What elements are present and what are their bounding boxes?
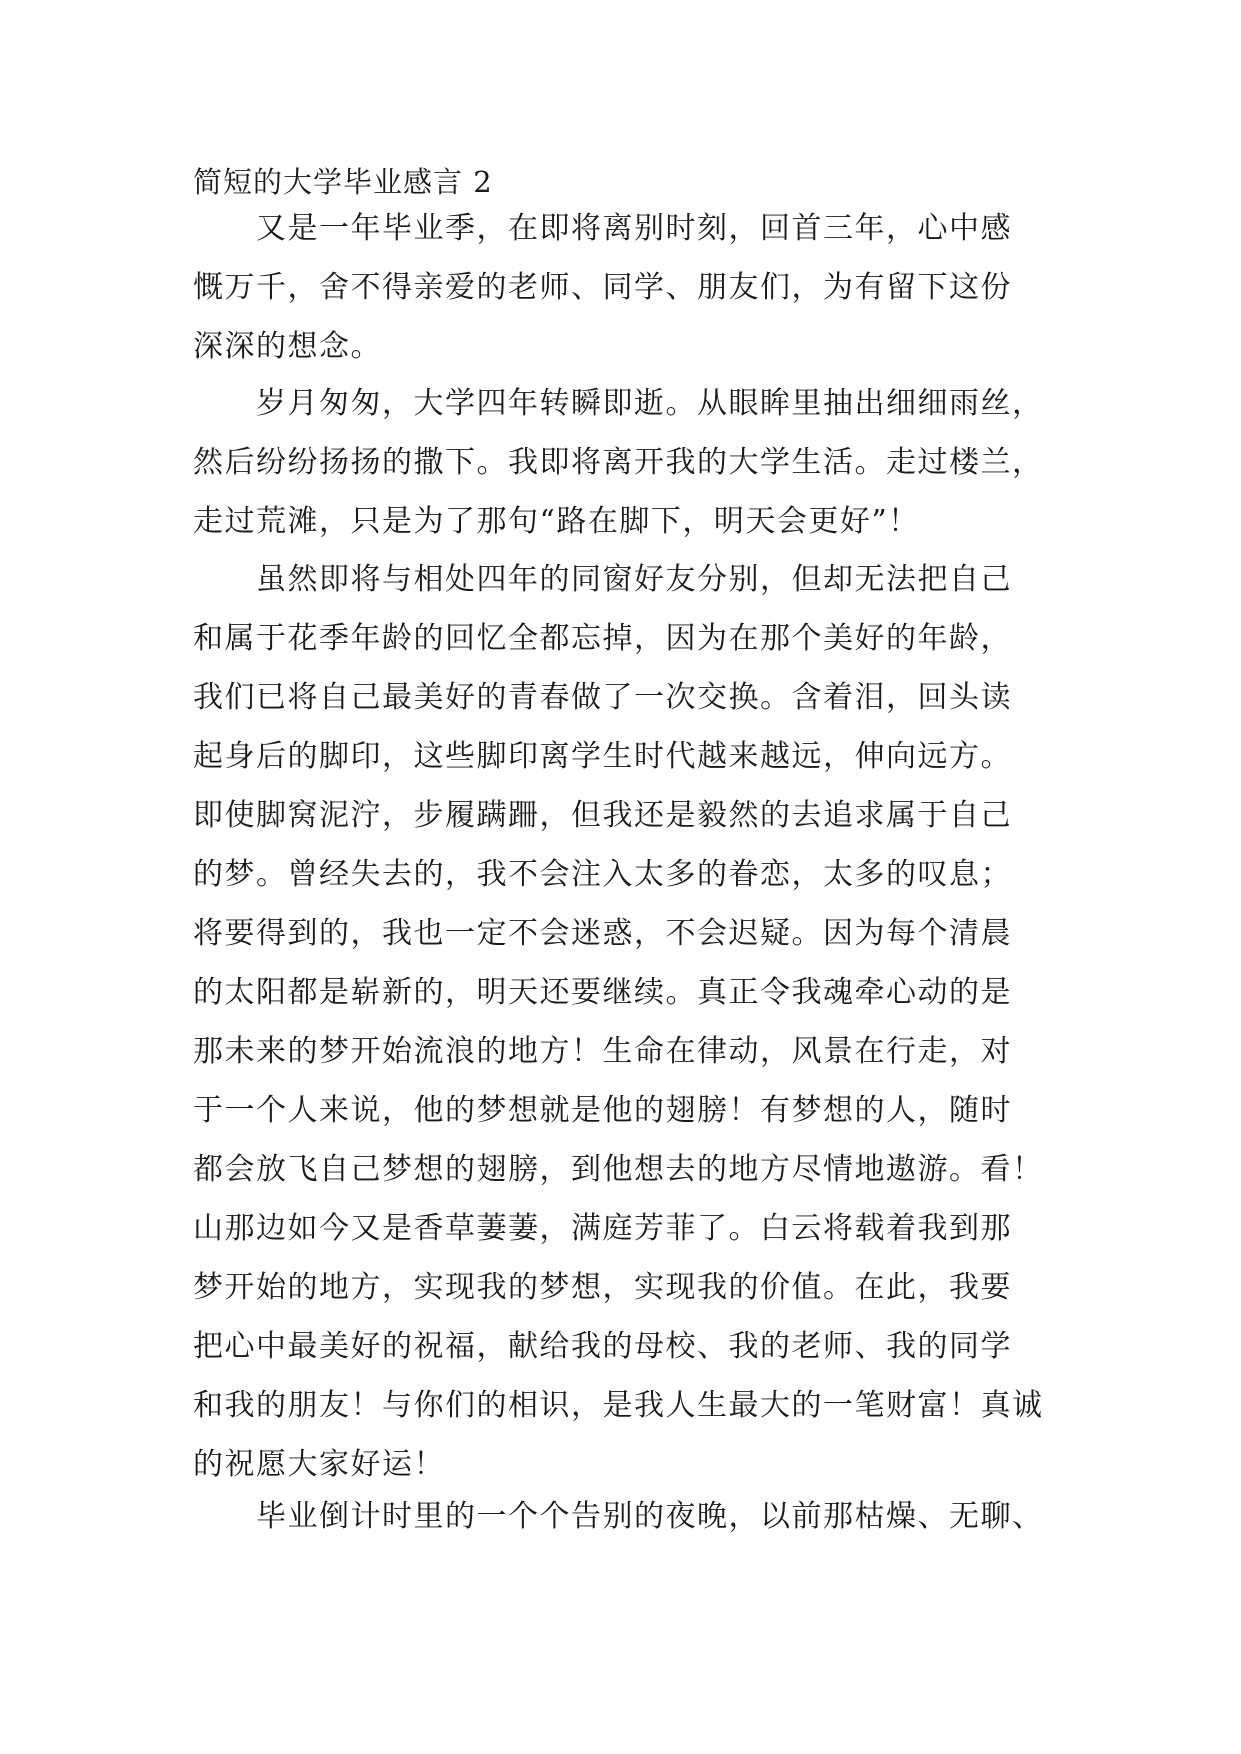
document-title: 简短的大学毕业感言 2: [193, 165, 493, 199]
paragraph-line: 虽然即将与相处四年的同窗好友分别，但却无法把自己: [256, 562, 1012, 597]
paragraph-line: 岁月匆匆，大学四年转瞬即逝。从眼眸里抽出细细雨丝，: [256, 386, 1044, 421]
paragraph-line: 慨万千，舍不得亲爱的老师、同学、朋友们，为有留下这份: [193, 270, 1012, 305]
paragraph-line: 深深的想念。: [193, 329, 382, 364]
paragraph-line: 起身后的脚印，这些脚印离学生时代越来越远，伸向远方。: [193, 739, 1012, 774]
paragraph-line: 我们已将自己最美好的青春做了一次交换。含着泪，回头读: [193, 680, 1012, 715]
paragraph-line: 于一个人来说，他的梦想就是他的翅膀！有梦想的人，随时: [193, 1093, 1012, 1128]
paragraph-line: 和我的朋友！与你们的相识，是我人生最大的一笔财富！真诚: [193, 1388, 1044, 1423]
paragraph-line: 都会放飞自己梦想的翅膀，到他想去的地方尽情地遨游。看！: [193, 1152, 1044, 1187]
paragraph-line: 把心中最美好的祝福，献给我的母校、我的老师、我的同学: [193, 1329, 1012, 1364]
paragraph-line: 毕业倒计时里的一个个告别的夜晚，以前那枯燥、无聊、: [256, 1499, 1044, 1534]
paragraph-line: 然后纷纷扬扬的撒下。我即将离开我的大学生活。走过楼兰，: [193, 445, 1044, 480]
paragraph-line: 山那边如今又是香草萋萋，满庭芳菲了。白云将载着我到那: [193, 1211, 1012, 1246]
paragraph-line: 和属于花季年龄的回忆全都忘掉，因为在那个美好的年龄，: [193, 621, 1012, 656]
paragraph-line: 那未来的梦开始流浪的地方！生命在律动，风景在行走，对: [193, 1034, 1012, 1069]
paragraph-line: 的太阳都是崭新的，明天还要继续。真正令我魂牵心动的是: [193, 975, 1012, 1010]
paragraph-line: 的梦。曾经失去的，我不会注入太多的眷恋，太多的叹息；: [193, 857, 1012, 892]
paragraph-line: 走过荒滩，只是为了那句“路在脚下，明天会更好”！: [193, 504, 920, 539]
paragraph-line: 梦开始的地方，实现我的梦想，实现我的价值。在此，我要: [193, 1270, 1012, 1305]
paragraph-line: 又是一年毕业季，在即将离别时刻，回首三年，心中感: [256, 211, 1012, 246]
paragraph-line: 将要得到的，我也一定不会迷惑，不会迟疑。因为每个清晨: [193, 916, 1012, 951]
paragraph-2: [193, 374, 1063, 551]
paragraph-1: [193, 199, 1063, 376]
paragraph-line: 的祝愿大家好运！: [193, 1447, 445, 1482]
paragraph-3: [193, 550, 1063, 1494]
paragraph-line: 即使脚窝泥泞，步履蹒跚，但我还是毅然的去追求属于自己: [193, 798, 1012, 833]
paragraph-4: [193, 1487, 1063, 1546]
